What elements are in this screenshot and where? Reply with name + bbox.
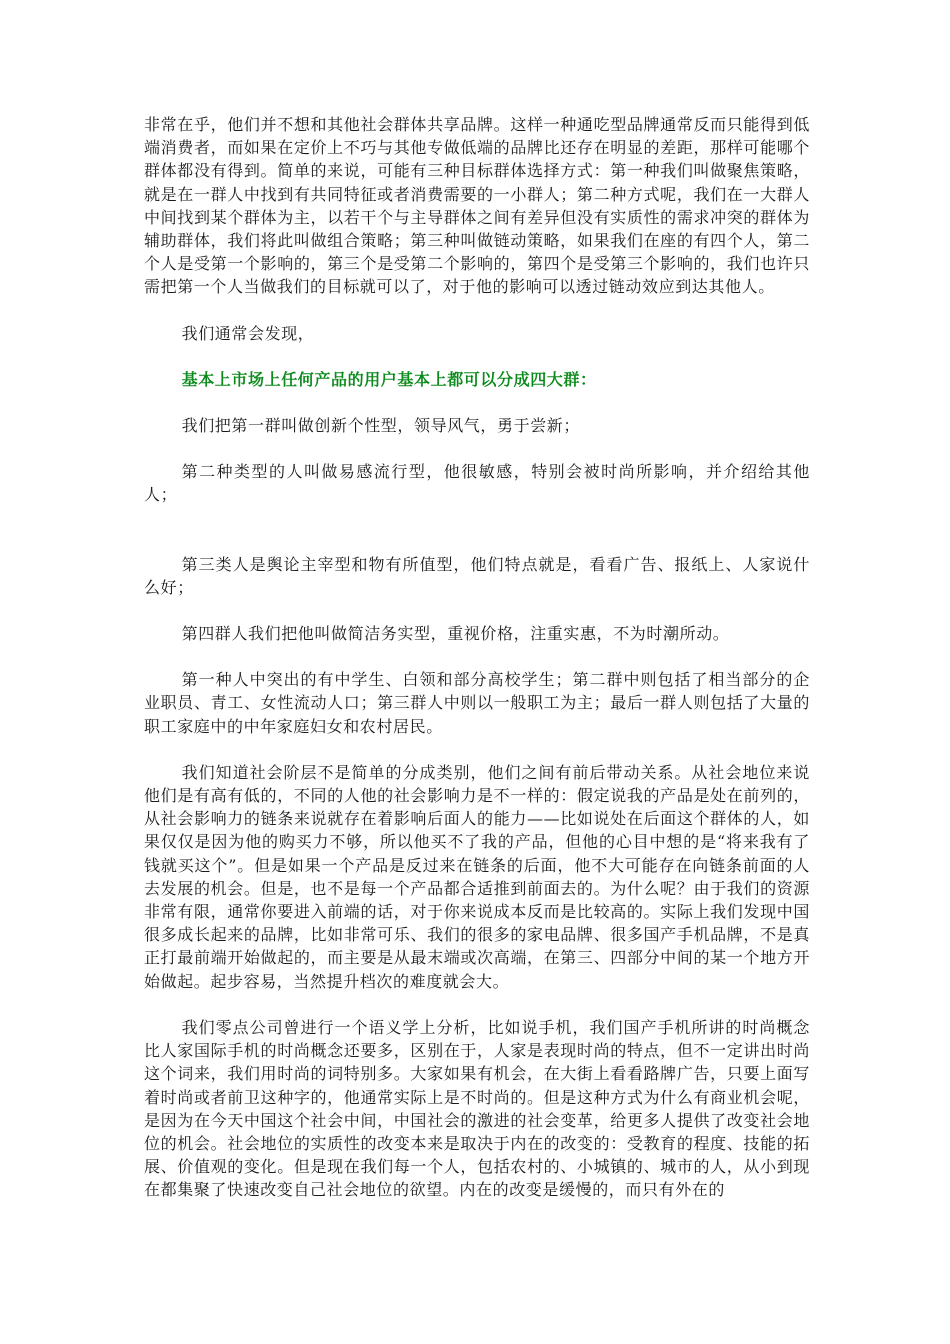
paragraph-social-hierarchy: 我们知道社会阶层不是简单的分成类别，他们之间有前后带动关系。从社会地位来说他们是有高有低的，不同的人他的社会影响力是不一样的：假定说我的产品是处在前列的，从社会影响力的链条来说就存在着影响后面人的能力——比如说处在后面这个群体的人，如果仅仅是因为他的购买力不够，所以他买不了我的产品，但他的心目中想的是“将来我有了钱就买这个”。但是如果一个产品是反过来在链条的后面，他不大可能存在向链条前面的人去发展的机会。但是，也不是每一个产品都合适推到前面去的。为什么呢？由于我们的资源非常有限，通常你要进入前端的话，对于你来说成本反而是比较高的。实际上我们发现中国很多成长起来的品牌，比如非常可乐、我们的很多的家电品牌、很多国产手机品牌，不是真正打最前端开始做起的，而主要是从最末端或次高端，在第三、四部分中间的某一个地方开始做起。起步容易，当然提升档次的难度就会大。 [144,762,810,991]
paragraph-group-one: 我们把第一群叫做创新个性型，领导风气，勇于尝新； [181,416,580,436]
paragraph-group-two: 第二种类型的人叫做易感流行型，他很敏感，特别会被时尚所影响，并介绍给其他人； [144,462,810,505]
paragraph-semantic-analysis: 我们零点公司曾进行一个语义学上分析，比如说手机，我们国产手机所讲的时尚概念比人家国际手机的时尚概念还要多，区别在于，人家是表现时尚的特点，但不一定讲出时尚这个词来，我们用时尚的词特别多。大家如果有机会，在大街上看看路牌广告，只要上面写着时尚或者前卫这种字的，他通常实际上是不时尚的。但是这种方式为什么有商业机会呢，是因为在今天中国这个社会中间，中国社会的激进的社会变革，给更多人提供了改变社会地位的机会。社会地位的实质性的改变本来是取决于内在的改变的：受教育的程度、技能的拓展、价值观的变化。但是现在我们每一个人，包括农村的、小城镇的、城市的人，从小到现在都集聚了快速改变自己社会地位的欲望。内在的改变是缓慢的，而只有外在的 [144,1017,810,1200]
paragraph-four-groups-heading: 基本上市场上任何产品的用户基本上都可以分成四大群： [181,369,597,389]
paragraph-group-three: 第三类人是舆论主宰型和物有所值型，他们特点就是，看看广告、报纸上、人家说什么好； [144,554,810,597]
paragraph-intro-finding: 我们通常会发现， [181,323,315,343]
document-body [144,113,810,1202]
paragraph-target-group-strategies: 非常在乎，他们并不想和其他社会群体共享品牌。这样一种通吃型品牌通常反而只能得到低端消费者，而如果在定价上不巧与其他专做低端的品牌比还存在明显的差距，那样可能哪个群体都没有得到。简单的来说，可能有三种目标群体选择方式：第一种我们叫做聚焦策略，就是在一群人中找到有共同特征或者消费需要的一小群人；第二种方式呢，我们在一大群人中间找到某个群体为主，以若干个与主导群体之间有差异但没有实质性的需求冲突的群体为辅助群体，我们将此叫做组合策略；第三种叫做链动策略，如果我们在座的有四个人，第二个人是受第一个影响的，第三个是受第二个影响的，第四个是受第三个影响的，我们也许只需把第一个人当做我们的目标就可以了，对于他的影响可以透过链动效应到达其他人。 [144,115,810,297]
paragraph-group-demographics: 第一种人中突出的有中学生、白领和部分高校学生；第二群中则包括了相当部分的企业职员、青工、女性流动人口；第三群人中则以一般职工为主；最后一群人则包括了大量的职工家庭中的中年家庭妇女和农村居民。 [144,670,810,736]
paragraph-group-four: 第四群人我们把他叫做简洁务实型，重视价格，注重实惠，不为时潮所动。 [181,624,730,644]
